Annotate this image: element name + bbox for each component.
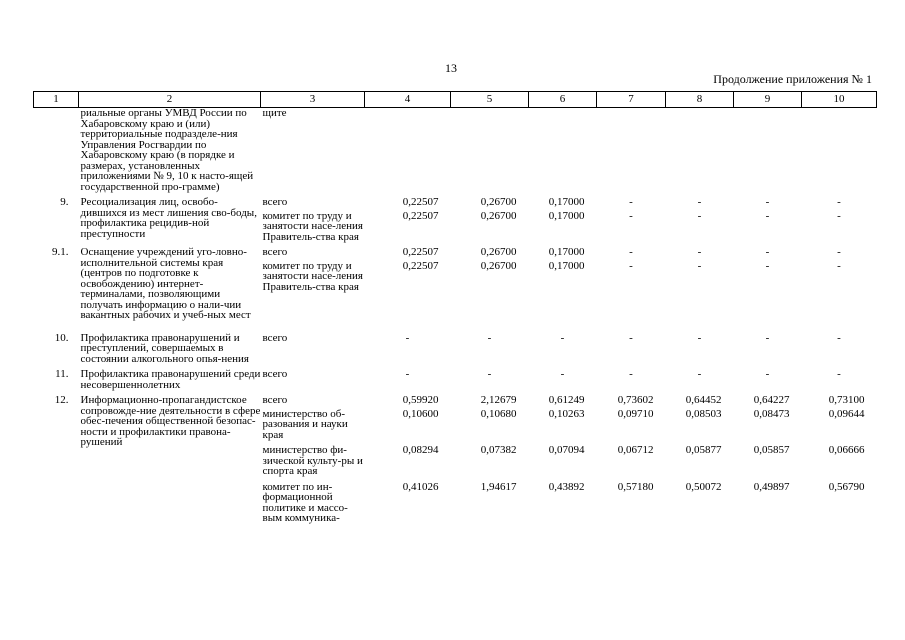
value-cell: -	[697, 259, 702, 272]
value-cell: 0,17000	[548, 259, 585, 272]
value-cell: 0,41026	[402, 480, 439, 493]
value-cell: -	[697, 196, 702, 208]
row-number: 10.	[54, 331, 69, 344]
value-cell: -	[405, 368, 410, 380]
row-name: Профилактика правонарушений и преступлений, совершаемых в состоянии алкогольного опья-нения	[80, 331, 249, 365]
row-source: всего	[262, 331, 288, 344]
row-name: Профилактика правонарушений среди несовершеннолетних	[80, 368, 261, 391]
value-cell: -	[560, 368, 565, 380]
value-cell: 0,64227	[753, 394, 790, 406]
row-number	[34, 477, 79, 524]
value-cell: -	[629, 246, 633, 258]
value-cell: -	[765, 368, 770, 380]
value-cell	[529, 108, 597, 193]
row-number	[34, 406, 79, 441]
value-cell	[734, 108, 802, 193]
value-cell: -	[837, 209, 841, 222]
row-source: комитет по труду и занятости насе-ления Правитель-ства края	[262, 209, 363, 243]
value-cell: 0,10263	[548, 407, 585, 420]
row-name: Информационно-пропагандистское сопровожде-ние деятельности в сфере обес-печения общественной безопас-ности и профилактики правона-рушений	[80, 394, 261, 448]
header-cell: 8	[666, 92, 734, 108]
value-cell: -	[837, 368, 841, 380]
value-cell: 0,09644	[828, 407, 865, 420]
value-cell: 0,17000	[548, 246, 585, 258]
value-cell: 0,07094	[548, 444, 585, 456]
value-cell	[666, 108, 734, 193]
value-cell: 1,94617	[480, 480, 517, 493]
table-row	[34, 192, 877, 208]
row-number: 9.1.	[52, 246, 69, 258]
value-cell: 0,06712	[617, 444, 654, 456]
value-cell: -	[487, 368, 492, 380]
value-cell: -	[765, 246, 770, 258]
row-number: 11.	[55, 368, 69, 380]
table-row	[34, 364, 877, 390]
row-source: министерство об-разования и науки края	[262, 407, 348, 441]
value-cell: -	[697, 209, 702, 222]
value-cell: 0,08294	[402, 444, 439, 456]
row-source: всего	[262, 246, 288, 258]
value-cell: -	[697, 246, 702, 258]
value-cell: 2,12679	[480, 394, 517, 406]
row-source: министерство фи-зической культу-ры и спорта края	[262, 444, 363, 477]
value-cell: 0,10600	[402, 407, 439, 420]
value-cell: 0,73602	[617, 394, 654, 406]
value-cell: -	[837, 246, 841, 258]
value-cell: 0,61249	[548, 394, 585, 406]
value-cell: 0,05857	[753, 444, 790, 456]
value-cell: 0,26700	[480, 259, 517, 272]
value-cell	[365, 108, 451, 193]
row-name: Ресоциализация лиц, освобо-дившихся из мест лишения сво-боды, профилактика рецидив-ной преступности	[80, 196, 257, 240]
header-cell: 2	[79, 92, 261, 108]
value-cell: 0,73100	[828, 394, 865, 406]
value-cell: 0,06666	[828, 444, 865, 456]
value-cell: -	[765, 196, 770, 208]
value-cell: 0,05877	[685, 444, 722, 456]
value-cell: -	[765, 209, 770, 222]
row-source: комитет по труду и занятости насе-ления Правитель-ства края	[262, 259, 363, 293]
value-cell: 0,26700	[480, 209, 517, 222]
header-cell: 3	[261, 92, 365, 108]
page-number: 13	[445, 61, 457, 75]
row-number: 9.	[60, 196, 69, 208]
row-source: всего	[262, 196, 288, 208]
table-row	[34, 328, 877, 365]
value-cell: 0,22507	[402, 259, 439, 272]
value-cell	[451, 108, 529, 193]
value-cell: -	[629, 259, 633, 272]
value-cell: 0,26700	[480, 196, 517, 208]
row-source: всего	[262, 368, 288, 380]
value-cell: -	[629, 331, 633, 344]
value-cell: -	[629, 368, 633, 380]
value-cell: 0,17000	[548, 209, 585, 222]
value-cell	[597, 108, 666, 193]
value-cell: 0,56790	[828, 480, 865, 493]
value-cell: -	[629, 209, 633, 222]
row-number	[34, 258, 79, 328]
table-row	[34, 242, 877, 258]
value-cell: -	[405, 331, 410, 344]
value-cell: 0,57180	[617, 480, 654, 493]
value-cell: 0,50072	[685, 480, 722, 493]
value-cell	[802, 108, 877, 193]
header-cell: 7	[597, 92, 666, 108]
value-cell: -	[560, 331, 565, 344]
value-cell: 0,22507	[402, 246, 439, 258]
header-cell: 9	[734, 92, 802, 108]
row-name: риальные органы УМВД России по Хабаровскому краю и (или) территориальные подразделе-ния Управления Росгвардии по Хабаровскому краю (в порядке и размерах, установленных приложениями № 9, 10 к насто-ящей государственной про-грамме)	[80, 107, 254, 193]
row-number	[34, 440, 79, 477]
value-cell: 0,64452	[685, 394, 722, 406]
value-cell: -	[487, 331, 492, 344]
value-cell: -	[765, 331, 770, 344]
table-row	[34, 108, 877, 193]
row-source: щите	[262, 107, 287, 119]
value-cell: 0,43892	[548, 480, 585, 493]
header-cell: 4	[365, 92, 451, 108]
value-cell: -	[697, 331, 702, 344]
value-cell: 0,49897	[753, 480, 790, 493]
value-cell: 0,08473	[753, 407, 790, 420]
value-cell: -	[837, 259, 841, 272]
value-cell: -	[697, 368, 702, 380]
value-cell: 0,26700	[480, 246, 517, 258]
value-cell: -	[837, 196, 841, 208]
header-row	[34, 92, 877, 108]
header-cell: 1	[34, 92, 79, 108]
value-cell: 0,08503	[685, 407, 722, 420]
row-name: Оснащение учреждений уго-ловно-исполнительной системы края (центров по подготовке к освобождению) интернет-терминалами, позволяющими получать информацию о нали-чии вакантных рабочих и учеб-ных мест	[80, 246, 251, 321]
value-cell: 0,07382	[480, 444, 517, 456]
header-cell: 5	[451, 92, 529, 108]
value-cell: 0,22507	[402, 196, 439, 208]
value-cell: -	[837, 331, 841, 344]
row-source: комитет по ин-формационной политике и массо-вым коммуника-	[262, 480, 348, 524]
header-cell: 6	[529, 92, 597, 108]
table-row	[34, 390, 877, 406]
row-number: 12.	[54, 394, 69, 406]
value-cell: 0,59920	[402, 394, 439, 406]
value-cell: 0,22507	[402, 209, 439, 222]
value-cell: 0,10680	[480, 407, 517, 420]
continuation-label: Продолжение приложения № 1	[713, 72, 872, 86]
header-cell: 10	[802, 92, 877, 108]
value-cell: 0,09710	[617, 407, 654, 420]
row-number	[34, 208, 79, 243]
value-cell: -	[629, 196, 633, 208]
budget-table	[33, 91, 877, 524]
value-cell: 0,17000	[548, 196, 585, 208]
row-source: всего	[262, 394, 288, 406]
value-cell: -	[765, 259, 770, 272]
row-number	[34, 108, 79, 193]
